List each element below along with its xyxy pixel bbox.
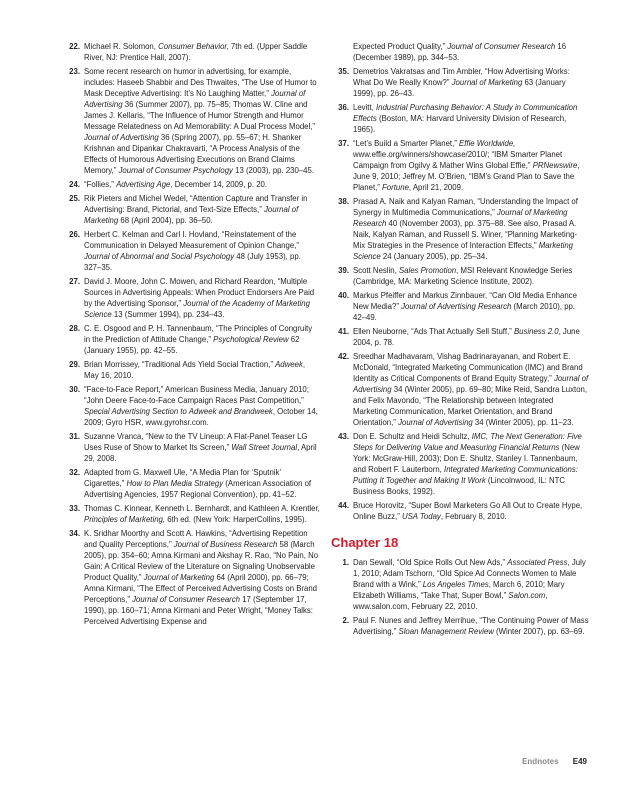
- text-segment: , June 2004, p. 78.: [353, 327, 580, 347]
- endnote-entry: [331, 557, 589, 612]
- endnote-entry: [331, 66, 589, 99]
- text-segment: Prasad A. Naik and Kalyan Raman, “Understanding the Impact of Synergy in Multimedia Communications,”: [353, 197, 578, 217]
- endnote-entry: [62, 193, 320, 226]
- endnote-number: 40 .: [331, 290, 349, 301]
- entry-text: [353, 266, 572, 286]
- page-footer: [522, 757, 587, 766]
- italic-title: Journal of Advertising: [84, 133, 159, 142]
- italic-title: Integrated Marketing Communications: Putting It Together and Making It Work: [353, 465, 578, 485]
- endnote-entry: [62, 431, 320, 464]
- text-segment: , April 21, 2009.: [408, 183, 464, 192]
- left-column: [62, 41, 320, 630]
- italic-title: Adweek: [275, 360, 303, 369]
- endnote-number: 36 .: [331, 102, 349, 113]
- text-segment: www.effie.org/winners/showcase/2010/; “IBM Smarter Planet Campaign from Ogilvy & Mather Wins Global Effie,”: [353, 150, 563, 170]
- italic-title: Journal of Advertising: [84, 89, 306, 109]
- italic-title: Psychological Review: [213, 335, 289, 344]
- text-segment: David J. Moore, John C. Mowen, and Richard Reardon, “Multiple Sources in Advertising Appeals: When Product Endorsers Are Paid by the Advertising Sponsor,”: [84, 277, 315, 308]
- entry-text: [84, 194, 307, 225]
- italic-title: Journal of Consumer Psychology: [118, 166, 233, 175]
- endnote-number: 1 .: [331, 557, 349, 568]
- text-segment: (Winter 2007), pp. 63–69.: [493, 627, 585, 636]
- text-segment: 63 (January 1999), pp. 26–43.: [353, 78, 566, 98]
- entry-text: [84, 42, 307, 62]
- italic-title: Wall Street Journal: [231, 443, 298, 452]
- text-segment: Brian Morrissey, “Traditional Ads Yield Social Traction,”: [84, 360, 276, 369]
- italic-title: Sloan Management Review: [398, 627, 494, 636]
- text-segment: 13 (2003), pp. 230–45.: [232, 166, 315, 175]
- text-segment: , MSI Relevant Knowledge Series (Cambridge, MA: Marketing Science Institute, 2002).: [353, 266, 573, 286]
- italic-title: USA Today: [401, 512, 441, 521]
- text-segment: 36 (Spring 2007), pp. 55–67; H. Shanker Krishnan and Dipankar Chakravarti, “A Process Analysis of the Effects of Humorous Advertising Executions on Brand Claims Memory,”: [84, 133, 302, 175]
- italic-title: IMC, The Next Generation: Five Steps for Delivering Value and Measuring Financial Returns: [353, 432, 582, 452]
- entry-text: [84, 277, 314, 319]
- text-segment: Herbert C. Kelman and Carl I. Hovland, “Reinstatement of the Communication in Delayed Measurement of Opinion Change,”: [84, 230, 299, 250]
- italic-title: Business 2.0: [513, 327, 559, 336]
- endnote-entry: [62, 41, 320, 63]
- italic-title: PRNewswire: [532, 161, 578, 170]
- endnote-entry: [62, 467, 320, 500]
- text-segment: , May 16, 2010.: [84, 360, 306, 380]
- entry-text: [353, 616, 589, 636]
- endnote-number: 31 .: [62, 431, 80, 442]
- text-segment: , March 6, 2010; Mary Elizabeth Williams, “Take That, Super Bowl,”: [353, 580, 565, 600]
- text-segment: Paul F. Nunes and Jeffrey Merrihue, “The Continuing Power of Mass Advertising,”: [353, 616, 589, 636]
- text-segment: 68 (April 2004), pp. 36–50.: [118, 216, 213, 225]
- italic-title: Industrial Purchasing Behavior: A Study in Communication Effects: [353, 103, 578, 123]
- endnote-list: [331, 66, 589, 522]
- text-segment: (American Association of Advertising Agencies, 1957 Regional Convention), pp. 41–52.: [84, 479, 312, 499]
- endnote-entry: [331, 102, 589, 135]
- text-segment: , www.salon.com, February 22, 2010.: [353, 591, 548, 611]
- endnote-entry: [331, 351, 589, 428]
- endnote-entry: [331, 290, 589, 323]
- text-segment: 24 (January 2005), pp. 25–34.: [380, 252, 488, 261]
- italic-title: Effie Worldwide,: [459, 139, 516, 148]
- text-segment: (Boston, MA: Harvard University Division of Research, 1965).: [353, 114, 567, 134]
- endnote-entry: [62, 503, 320, 525]
- entry-text: [84, 324, 312, 355]
- italic-title: Journal of Business Research: [173, 540, 278, 549]
- entry-text: [84, 504, 320, 524]
- italic-title: Journal of Advertising: [353, 374, 589, 394]
- text-segment: (New York: McGraw-Hill, 2003); Don E. Shultz, Stanley I. Tannenbaum, and Robert F. Lauterborn,: [353, 443, 580, 474]
- entry-text: [353, 291, 577, 322]
- italic-title: Journal of Marketing: [84, 205, 299, 225]
- endnote-entry: [62, 384, 320, 428]
- endnote-number: 43 .: [331, 431, 349, 442]
- entry-text: [353, 352, 588, 427]
- endnote-number: 35 .: [331, 66, 349, 77]
- text-segment: Some recent research on humor in advertising, for example, includes: Haseeb Shabbir and Des Thwaites, “The Use of Humor to Mask Deceptive Advertising: It’s No Laughing Matter,”: [84, 67, 317, 98]
- page-number: E49: [572, 757, 587, 766]
- text-segment: , December 14, 2009, p. 20.: [170, 180, 268, 189]
- entry-text: [84, 468, 311, 499]
- italic-title: How to Plan Media Strategy: [126, 479, 224, 488]
- endnote-entry: [62, 359, 320, 381]
- endnote-entry: [62, 276, 320, 320]
- endnote-number: 34 .: [62, 528, 80, 539]
- text-segment: Demetrios Vakratsas and Tim Ambler, “How Advertising Works: What Do We Really Know?”: [353, 67, 570, 87]
- text-segment: K. Sridhar Moorthy and Scott A. Hawkins, “Advertising Repetition and Quality Perceptions,”: [84, 529, 308, 549]
- italic-title: Salon.com: [508, 591, 546, 600]
- text-segment: 62 (January 1955), pp. 42–55.: [84, 335, 300, 355]
- text-segment: Bruce Horovitz, “Super Bowl Marketers Go All Out to Create Hype, Online Buzz,”: [353, 501, 583, 521]
- endnote-number: 41 .: [331, 326, 349, 337]
- endnote-entry: [62, 323, 320, 356]
- entry-text: [84, 360, 305, 380]
- text-segment: 36 (Summer 2007), pp. 75–85; Thomas W. Cline and James J. Kellaris, “The Influence of Humor Strength and Humor Message Relatedness on Ad Memorability: A Dual Process Model,”: [84, 100, 315, 131]
- endnote-number: 42 .: [331, 351, 349, 362]
- text-segment: “Face-to-Face Report,” American Business Media, January 2010; “John Deere Face-to-Face Campaign Races Past Competition,”: [84, 385, 309, 405]
- italic-title: Journal of the Academy of Marketing Science: [84, 299, 310, 319]
- text-segment: Dan Sewall, “Old Spice Rolls Out New Ads,”: [353, 558, 508, 567]
- text-segment: “Let’s Build a Smarter Planet,”: [353, 139, 460, 148]
- italic-title: Journal of Marketing Research: [353, 208, 568, 228]
- endnote-number: 37 .: [331, 138, 349, 149]
- italic-title: Advertising Age: [116, 180, 171, 189]
- italic-title: Consumer Behavior,: [158, 42, 229, 51]
- italic-title: Journal of Advertising Research: [401, 302, 512, 311]
- text-segment: Sreedhar Madhavaram, Vishag Badrinarayanan, and Robert E. McDonald, “Integrated Marketing Communication (IMC) and Brand Identity as Critical Components of Brand Equity Strategy,”: [353, 352, 583, 383]
- continued-entry: [331, 41, 589, 63]
- entry-text: [353, 67, 570, 98]
- text-segment: Markus Pfeiffer and Markus Zinnbauer, “Can Old Media Enhance New Media?”: [353, 291, 577, 311]
- text-segment: Michael R. Solomon,: [84, 42, 159, 51]
- italic-title: Journal of Marketing: [143, 573, 215, 582]
- endnote-entry: [62, 229, 320, 273]
- text-segment: 7th ed. (Upper Saddle River, NJ: Prentice Hall, 2007).: [84, 42, 308, 62]
- entry-text: [353, 432, 582, 496]
- entry-text: [84, 67, 317, 175]
- endnote-entry: [62, 66, 320, 176]
- endnote-number: 44 .: [331, 500, 349, 511]
- text-segment: Suzanne Vranca, “New to the TV Lineup: A Flat-Panel Teaser LG Uses Ruse of Show to Market Its Screen,”: [84, 432, 308, 452]
- text-segment: Ellen Neuborne, “Ads That Actually Sell Stuff,”: [353, 327, 514, 336]
- italic-title: Associated Press: [507, 558, 568, 567]
- right-column: [331, 41, 589, 640]
- entry-text: [84, 529, 318, 626]
- endnote-number: 39 .: [331, 265, 349, 276]
- endnote-number: 33 .: [62, 503, 80, 514]
- endnote-entry: [331, 431, 589, 497]
- text-segment: Rik Pieters and Michel Wedel, “Attention Capture and Transfer in Advertising: Brand, Pictorial, and Text-Size Effects,”: [84, 194, 308, 214]
- italic-title: Principles of Marketing,: [84, 515, 166, 524]
- endnote-number: 2 .: [331, 615, 349, 626]
- italic-title: Journal of Consumer Research: [447, 42, 556, 51]
- endnote-number: 38 .: [331, 196, 349, 207]
- entry-text: [353, 42, 566, 62]
- text-segment: “Follies,”: [84, 180, 117, 189]
- italic-title: Journal of Advertising: [398, 418, 473, 427]
- endnote-number: 22 .: [62, 41, 80, 52]
- footer-label: Endnotes: [522, 757, 559, 766]
- italic-title: Los Angeles Times: [422, 580, 489, 589]
- endnote-entry: [331, 500, 589, 522]
- text-segment: 13 (Summer 1994), pp. 234–43.: [111, 310, 225, 319]
- entry-text: [353, 197, 578, 261]
- italic-title: Special Advertising Section to Adweek and Brandweek: [84, 407, 273, 416]
- endnote-entry: [331, 615, 589, 637]
- text-segment: Scott Neslin,: [353, 266, 399, 275]
- text-segment: , June 9, 2010; Jeffrey M. O’Brien, “IBM’s Grand Plan to Save the Planet,”: [353, 161, 580, 192]
- endnote-entry: [331, 138, 589, 193]
- text-segment: Adapted from G. Maxwell Ule, “A Media Plan for ‘Sputnik’ Cigarettes,”: [84, 468, 281, 488]
- endnote-entry: [62, 179, 320, 190]
- entry-text: [353, 558, 586, 611]
- endnote-number: 24 .: [62, 179, 80, 190]
- text-segment: 16 (December 1989), pp. 344–53.: [353, 42, 567, 62]
- chapter-endnote-list: [331, 557, 589, 637]
- text-segment: 64 (April 2000), pp. 66–79; Amna Kirmani, “The Effect of Perceived Advertising Costs on Brand Perceptions,”: [84, 573, 318, 604]
- text-segment: C. E. Osgood and P. H. Tannenbaum, “The Principles of Congruity in the Prediction of Attitude Change,”: [84, 324, 313, 344]
- endnote-number: 30 .: [62, 384, 80, 395]
- endnote-number: 32 .: [62, 467, 80, 478]
- text-segment: (Lincolnwood, IL: NTC Business Books, 1992).: [353, 476, 566, 496]
- entry-text: [353, 103, 577, 134]
- text-segment: 58 (March 2005), pp. 354–60; Amna Kirmani and Akshay R. Rao, “No Pain, No Gain: A Critical Review of the Literature on Signaling Unobservable Product Quality,”: [84, 540, 319, 582]
- endnote-number: 27 .: [62, 276, 80, 287]
- entry-text: [353, 501, 582, 521]
- entry-text: [84, 230, 301, 272]
- text-segment: 34 (Winter 2005), pp. 69–80; Mike Reid, Sandra Luxton, and Felix Mavondo, “The Relationship between Integrated Marketing Communication, Market Orientation, and Brand Orientation,”: [353, 385, 588, 427]
- endnote-number: 28 .: [62, 323, 80, 334]
- italic-title: Journal of Marketing: [451, 78, 523, 87]
- text-segment: , April 29, 2008.: [84, 443, 317, 463]
- entry-text: [84, 180, 267, 189]
- text-segment: , July 1, 2010; Adam Tschorn, “Old Spice Ad Connects Women to Male Brand with a Wink,”: [353, 558, 586, 589]
- endnote-entry: [331, 326, 589, 348]
- text-segment: Expected Product Quality,”: [353, 42, 448, 51]
- text-segment: 6th ed. (New York: HarperCollins, 1995).: [165, 515, 307, 524]
- endnote-number: 25 .: [62, 193, 80, 204]
- text-segment: Levitt,: [353, 103, 376, 112]
- text-segment: 48 (July 1953), pp. 327–35.: [84, 252, 301, 272]
- entry-text: [353, 139, 579, 192]
- text-segment: , October 14, 2009; Gyro HSR, www.gyrohsr.com.: [84, 407, 318, 427]
- italic-title: Sales Promotion: [398, 266, 457, 275]
- text-segment: 17 (September 17, 1990), pp. 160–71; Amna Kirmani and Peter Wright, “Money Talks: Perceived Advertising Expense and: [84, 595, 313, 626]
- endnote-entry: [331, 265, 589, 287]
- chapter-heading: Chapter 18: [331, 535, 399, 550]
- entry-text: [84, 385, 318, 427]
- text-segment: 40 (November 2003), pp. 375–88. See also, Prasad A. Naik, Kalyan Raman, and Russell S. Winer, “Planning Marketing-Mix Strategies in the Presence of Interaction Effects,”: [353, 219, 578, 250]
- italic-title: Fortune: [382, 183, 409, 192]
- italic-title: Marketing Science: [353, 241, 574, 261]
- text-segment: Don E. Schultz and Heidi Schultz,: [353, 432, 472, 441]
- text-segment: Thomas C. Kinnear, Kenneth L. Bernhardt, and Kathleen A. Krentler,: [84, 504, 320, 513]
- endnote-number: 29 .: [62, 359, 80, 370]
- text-segment: 34 (Winter 2005), pp. 11–23.: [472, 418, 574, 427]
- entry-text: [84, 432, 317, 463]
- endnote-number: 26 .: [62, 229, 80, 240]
- italic-title: Journal of Abnormal and Social Psychology: [84, 252, 235, 261]
- endnote-entry: [331, 196, 589, 262]
- text-segment: , February 8, 2010.: [440, 512, 507, 521]
- text-segment: (March 2010), pp. 42–49.: [353, 302, 576, 322]
- italic-title: Journal of Consumer Research: [132, 595, 241, 604]
- entry-text: [353, 327, 580, 347]
- endnote-entry: [62, 528, 320, 627]
- endnote-number: 23 .: [62, 66, 80, 77]
